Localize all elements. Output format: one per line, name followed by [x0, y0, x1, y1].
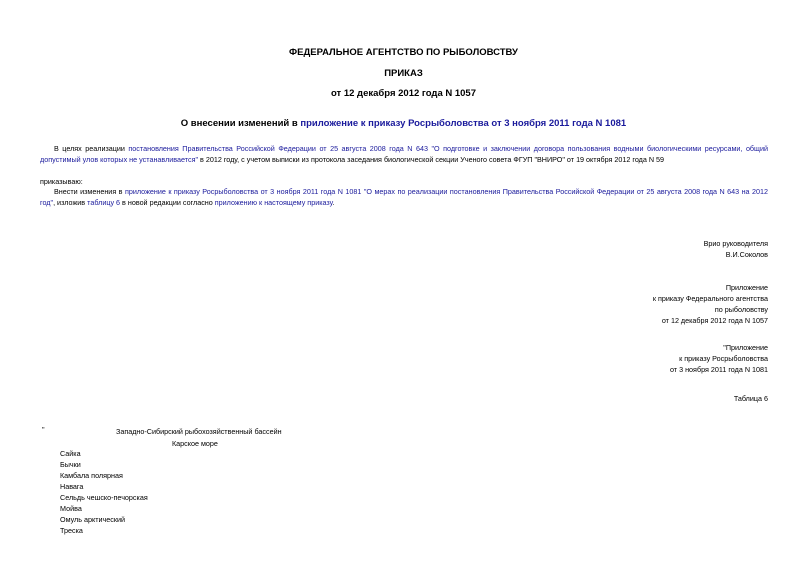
agency-heading: ФЕДЕРАЛЬНОЕ АГЕНТСТВО ПО РЫБОЛОВСТВУ [289, 47, 518, 58]
doc-title-link[interactable]: приложение к приказу Росрыболовства от 3 ноября 2011 года N 1081 [300, 118, 627, 129]
table-sea-heading: Карское море [172, 439, 218, 448]
table-label: Таблица 6 [733, 394, 768, 403]
table-row: Камбала полярная [60, 471, 123, 480]
appendix-1-line-4: от 12 декабря 2012 года N 1057 [661, 316, 768, 325]
appendix-link[interactable]: приложению к настоящему приказу [214, 198, 333, 207]
table-row: Сайка [60, 449, 81, 458]
order-text-1: Внести изменения в [54, 187, 125, 196]
table-basin-heading: Западно-Сибирский рыбохозяйственный бассейн [116, 427, 282, 436]
preamble-text-1: В целях реализации [54, 144, 129, 153]
appendix-1-line-2: к приказу Федерального агентства [652, 294, 768, 303]
appendix-order-link[interactable]: приложение к приказу Росрыболовства от 3 ноября 2011 года N 1081 "О мерах по реализации постановления Правительства Российской Федерации от 25 августа 2008 года N 643 на 2012 год" [40, 187, 769, 207]
appendix-2-block [560, 342, 768, 375]
order-paragraph [40, 186, 768, 208]
table-row: Мойва [60, 504, 82, 513]
table-row: Омуль арктический [60, 515, 126, 524]
appendix-2-line-1: "Приложение [723, 343, 768, 352]
doc-date-number: от 12 декабря 2012 года N 1057 [330, 88, 476, 99]
table-row: Сельдь чешско-печорская [60, 493, 148, 502]
appendix-1-line-1: Приложение [725, 283, 768, 292]
doc-title [0, 118, 807, 129]
signature-position: Врио руководителя [703, 239, 768, 248]
preamble-text-2: в 2012 году, с учетом выписки из протокола заседания биологической секции Ученого совета ФГУП "ВНИРО" от 19 октября 2012 года N 59 [198, 155, 665, 164]
preamble-paragraph [40, 143, 768, 165]
doc-type-heading: ПРИКАЗ [384, 68, 423, 79]
table-row: Навага [60, 482, 84, 491]
appendix-2-line-3: от 3 ноября 2011 года N 1081 [669, 365, 768, 374]
appendix-2-line-2: к приказу Росрыболовства [679, 354, 768, 363]
doc-title-prefix: О внесении изменений в [180, 118, 301, 129]
signature-block [560, 238, 768, 260]
appendix-1-block [560, 282, 768, 326]
table-6-link[interactable]: таблицу 6 [87, 198, 121, 207]
resolution-link[interactable]: постановления Правительства Российской Федерации от 25 августа 2008 года N 643 "О подготовке и заключении договора пользования водными биологическими ресурсами, общий допустимый улов которых не устанавливается" [40, 144, 768, 164]
order-text-4: . [332, 198, 335, 207]
table-row: Треска [60, 526, 83, 535]
order-text-2: , изложив [53, 198, 88, 207]
table-quote-mark: " [42, 425, 45, 434]
order-text-3: в новой редакции согласно [120, 198, 215, 207]
appendix-1-line-3: по рыболовству [714, 305, 768, 314]
prikazyvayu-label: приказываю: [40, 177, 83, 186]
signature-name: В.И.Соколов [725, 250, 768, 259]
table-row: Бычки [60, 460, 81, 469]
